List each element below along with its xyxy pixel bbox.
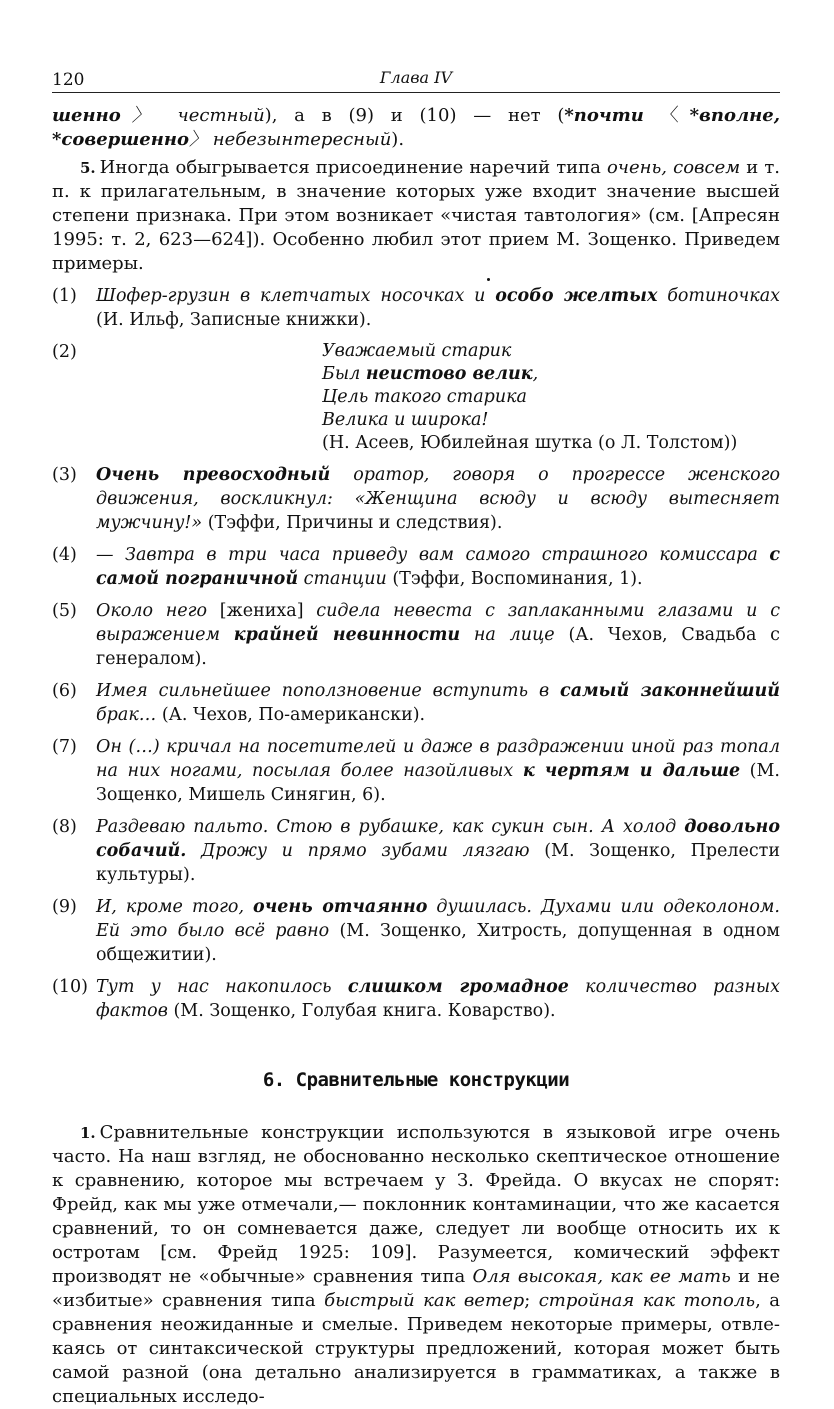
example-label: (5) bbox=[52, 601, 77, 621]
running-header bbox=[52, 64, 780, 93]
example-label: (2) bbox=[52, 342, 77, 362]
example-2 bbox=[52, 340, 780, 455]
example-5: (5) Около него [жениха] сидела невеста с заплаканными глазами и с выражением крайней невинности на лице (А. Чехов, Свадьба с генералом). bbox=[52, 601, 780, 669]
poem-quote: Уважаемый старик Был неистово велик, Цель такого старика Велика и широка! (Н. Асеев, Юбилейная шутка (о Л. Толстом)) bbox=[322, 341, 738, 453]
example-7: (7) Он (…) кричал на посетителей и даже в раздражении иной раз топал на них ногами, посылая более назойливых к чертям и дальше (М. Зощенко, Мишель Синягин, 6). bbox=[52, 737, 780, 805]
example-label: (8) bbox=[52, 817, 77, 837]
page-body bbox=[52, 104, 780, 1409]
stray-dot bbox=[487, 278, 490, 281]
example-9: (9) И, кроме того, очень отчаянно душилась. Духами или одеколоном. Ей это было всё равно (М. Зощенко, Хитрость, допущенная в одном общежитии). bbox=[52, 897, 780, 965]
paragraph-5: 5. Иногда обыгрывается присоединение наречий типа очень, совсем и т. п. к прилагательным, в значение которых уже входит значение высшей степени признака. При этом возникает «чистая тавтология» (см. [Апресян 1995: т. 2, 623—624]). Особенно любил этот прием М. Зощенко. Приведем примеры. bbox=[52, 157, 780, 274]
example-label: (3) bbox=[52, 465, 77, 485]
example-4: (4) — Завтра в три часа приведу вам самого страшного комиссара с самой пограничной станции (Тэффи, Воспоминания, 1). bbox=[52, 545, 780, 589]
paragraph-number: 1. bbox=[80, 1124, 96, 1142]
example-10: (10) Тут у нас накопилось слишком громадное количество разных фактов (М. Зощенко, Голубая книга. Коварство). bbox=[52, 977, 780, 1021]
section-heading: 6. Сравнительные конструкции bbox=[262, 1069, 570, 1091]
example-1: (1) Шофер-грузин в клетчатых носочках и особо желтых ботиночках (И. Ильф, Записные книжки). bbox=[52, 284, 780, 332]
example-8: (8) Раздеваю пальто. Стою в рубашке, как сукин сын. А холод довольно собачий. Дрожу и прямо зубами лязгаю (М. Зощенко, Прелести культуры). bbox=[52, 817, 781, 885]
example-label: (6) bbox=[52, 681, 77, 701]
example-label: (1) bbox=[52, 286, 77, 306]
paragraph-number: 5. bbox=[80, 159, 96, 177]
example-3: (3) Очень превосходный оратор, говоря о прогрессе женского движения, воскликнул: «Женщина всюду и всюду вытесняет мужчину!» (Тэффи, Причины и следствия). bbox=[52, 465, 780, 533]
continued-paragraph: шенно〉 честный), а в (9) и (10) — нет (*почти 〈*вполне, *совершенно〉 небезынтересный). bbox=[52, 105, 780, 150]
example-label: (4) bbox=[52, 545, 77, 565]
example-label: (9) bbox=[52, 897, 77, 917]
section-paragraph-1: 1. Сравнительные конструкции используются в языковой игре очень часто. На наш взгляд, не обоснованно несколько скептическое отношение к сравнению, которое мы встречаем у З. Фрейда. О вкусах не спорят: Фрейд, как мы уже отмечали,— поклонник контаминации, что же касается сравнений, то он сомневается даже, следует ли вообще относить их к остротам [см. Фрейд 1925: 109]. Разумеется, комический эффект производят не «обычные» сравнения типа Оля высокая, как ее мать и не «избитые» сравнения типа быстрый как ветер; стройная как тополь, а сравнения неожиданные и смелые. Приведем некоторые примеры, отвлекаясь от синтаксической структуры предложений, которая может быть самой разной (она детально анализируется в грамматиках, а также в специальных исследо- bbox=[52, 1122, 780, 1407]
chapter-title: Глава IV bbox=[379, 68, 453, 87]
example-6: (6) Имея сильнейшее поползновение вступить в самый законнейший брак… (А. Чехов, По-американски). bbox=[52, 681, 780, 725]
example-label: (7) bbox=[52, 737, 77, 757]
page-number: 120 bbox=[52, 70, 85, 90]
example-label: (10) bbox=[52, 977, 88, 997]
